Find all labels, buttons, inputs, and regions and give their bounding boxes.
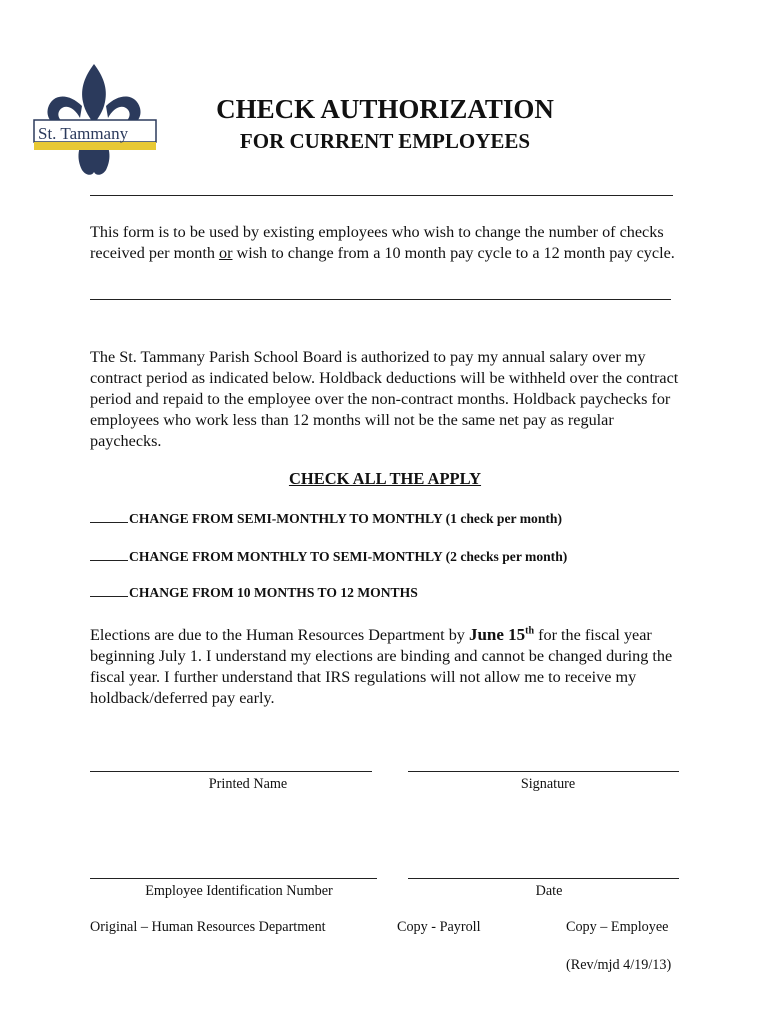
intro-text: This form is to be used by existing employees who wish to change the number of checks received per month bbox=[90, 223, 664, 262]
distribution-payroll: Copy - Payroll bbox=[397, 919, 481, 935]
signature-label: Signature bbox=[520, 776, 576, 792]
form-title: CHECK AUTHORIZATION bbox=[216, 94, 554, 124]
divider bbox=[90, 299, 671, 300]
checkbox-blank[interactable] bbox=[90, 511, 128, 523]
deadline-date: June 15 bbox=[468, 625, 526, 644]
employee-id-label: Employee Identification Number bbox=[145, 883, 333, 899]
option-10-to-12-months[interactable] bbox=[90, 585, 418, 601]
printed-name-label: Printed Name bbox=[208, 776, 288, 792]
elections-text: Elections are due to the Human Resources Department by bbox=[90, 626, 469, 644]
date-line[interactable] bbox=[408, 878, 679, 879]
distribution-employee: Copy – Employee bbox=[566, 919, 669, 935]
authorization-paragraph: The St. Tammany Parish School Board is authorized to pay my annual salary over my contract period as indicated below. Holdback deductions will be withheld over the contract period and repaid to the employee over the non-contract months. Holdback paychecks for employees who work less than 12 months will not be the same net pay as regular paychecks. bbox=[90, 348, 679, 450]
option-label: CHANGE FROM MONTHLY TO SEMI-MONTHLY (2 checks per month) bbox=[129, 549, 568, 564]
option-label: CHANGE FROM 10 MONTHS TO 12 MONTHS bbox=[129, 585, 418, 600]
intro-paragraph bbox=[90, 222, 690, 264]
revision-note: (Rev/mjd 4/19/13) bbox=[566, 957, 672, 973]
form-subtitle: FOR CURRENT EMPLOYEES bbox=[239, 129, 531, 153]
intro-or: or bbox=[219, 244, 233, 262]
logo-text: St. Tammany bbox=[38, 124, 129, 143]
checkbox-blank[interactable] bbox=[90, 549, 128, 561]
divider bbox=[90, 195, 673, 196]
elections-text-end: for the fiscal year beginning July 1. I understand my elections are binding and cannot be changed during the fiscal year. I further understand that IRS regulations will not allow me to receive my holdback/deferred pay early. bbox=[90, 626, 673, 707]
option-semi-to-monthly[interactable] bbox=[90, 511, 562, 527]
deadline-suffix: th bbox=[525, 625, 535, 637]
printed-name-line[interactable] bbox=[90, 771, 372, 772]
checkbox-blank[interactable] bbox=[90, 585, 128, 597]
check-heading: CHECK ALL THE APPLY bbox=[288, 469, 482, 488]
intro-text-end: wish to change from a 10 month pay cycle to a 12 month pay cycle. bbox=[232, 244, 675, 262]
option-monthly-to-semi[interactable] bbox=[90, 549, 567, 565]
option-label: CHANGE FROM SEMI-MONTHLY TO MONTHLY (1 check per month) bbox=[129, 511, 563, 526]
employee-id-line[interactable] bbox=[90, 878, 377, 879]
signature-line[interactable] bbox=[408, 771, 679, 772]
distribution-original: Original – Human Resources Department bbox=[90, 919, 326, 935]
date-label: Date bbox=[535, 883, 563, 899]
elections-paragraph bbox=[90, 624, 680, 709]
